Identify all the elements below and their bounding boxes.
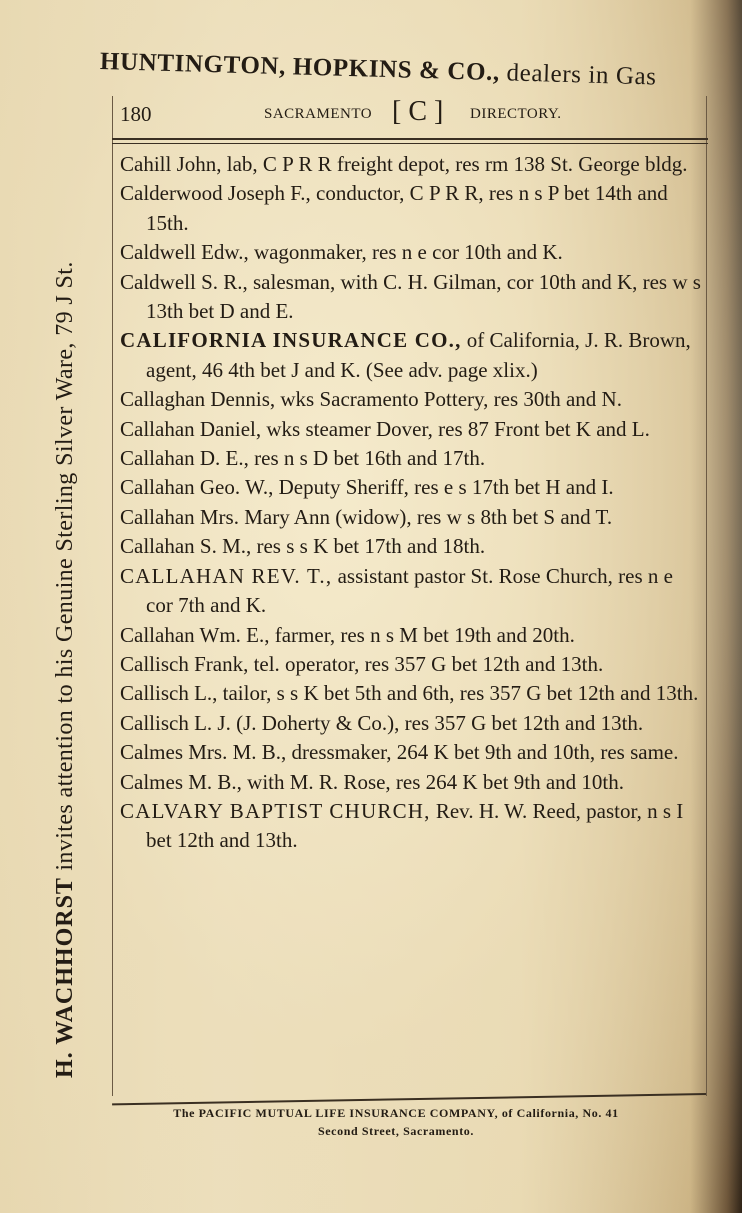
footer-line-1: The PACIFIC MUTUAL LIFE INSURANCE COMPANY, of California, No. 41 (173, 1106, 619, 1120)
entry-text: of California, J. R. Brown, agent, 46 4th bet J and K. (See adv. page xlix.) (146, 328, 691, 382)
entry-text: Callahan Wm. E., farmer, res n s M bet 19th and 20th. (120, 622, 575, 647)
entry-text: Callahan Mrs. Mary Ann (widow), res w s 8th bet S and T. (120, 504, 613, 529)
directory-entry (120, 503, 702, 532)
side-banner-tail: invites attention to his Genuine Sterling Silver Ware, 79 J St. (52, 261, 78, 871)
directory-entries (120, 150, 702, 856)
right-border-rule (706, 96, 707, 1096)
entry-text: Callahan Daniel, wks steamer Dover, res 87 Front bet K and L. (120, 416, 650, 441)
directory-entry (120, 709, 702, 738)
entry-text: Calmes Mrs. M. B., dressmaker, 264 K bet 9th and 10th, res same. (120, 740, 679, 765)
entry-text: Callisch Frank, tel. operator, res 357 G bet 12th and 13th. (120, 651, 604, 676)
entry-text: Callisch L. J. (J. Doherty & Co.), res 357 G bet 12th and 13th. (120, 710, 644, 735)
top-banner-lead: HUNTINGTON, HOPKINS & CO., (99, 48, 501, 87)
entry-name: CALLAHAN REV. T., (120, 563, 333, 588)
side-advertisement-banner (52, 98, 79, 1078)
left-border-rule (112, 96, 113, 1096)
top-banner-tail: dealers in Gas (506, 59, 657, 91)
footer-line-2: Second Street, Sacramento. (317, 1124, 475, 1138)
top-advertisement-banner (100, 48, 741, 94)
entry-text: assistant pastor St. Rose Church, res n e cor 7th and K. (146, 563, 673, 618)
entry-text: Cahill John, lab, C P R R freight depot, res rm 138 St. George bldg. (120, 152, 688, 176)
footer-advertisement (96, 1104, 696, 1140)
entry-name: CALIFORNIA INSURANCE CO., (120, 328, 462, 353)
directory-entry (120, 738, 702, 767)
directory-entry (120, 179, 702, 238)
directory-entry (120, 326, 702, 385)
directory-entry (120, 385, 702, 414)
directory-entry (120, 415, 702, 444)
directory-entry (120, 650, 702, 679)
directory-entry (120, 797, 702, 856)
page-header (112, 96, 708, 136)
header-rule-thin (112, 143, 708, 144)
directory-entry (120, 473, 702, 502)
directory-entry (120, 768, 702, 797)
entry-text: Callahan Geo. W., Deputy Sheriff, res e s 17th bet H and I. (120, 475, 614, 500)
entry-text: Callahan S. M., res s s K bet 17th and 18th. (120, 534, 486, 559)
entry-name: CALVARY BAPTIST CHURCH, (120, 798, 431, 823)
directory-entry (120, 621, 702, 650)
entry-text: Caldwell S. R., salesman, with C. H. Gilman, cor 10th and K, res w s 13th bet D and E. (120, 269, 701, 324)
entry-text: Callisch L., tailor, s s K bet 5th and 6th, res 357 G bet 12th and 13th. (120, 681, 699, 706)
directory-entry (120, 562, 702, 621)
page-number: 180 (120, 102, 152, 126)
entry-text: Calderwood Joseph F., conductor, C P R R, res n s P bet 14th and 15th. (120, 181, 668, 235)
directory-entry (120, 532, 702, 561)
directory-entry (120, 238, 702, 267)
side-banner-lead: H. WACHHORST (52, 877, 78, 1078)
header-directory: DIRECTORY. (470, 106, 562, 122)
header-rule (112, 138, 708, 140)
header-letter: [ C ] (392, 96, 444, 127)
entry-text: Callaghan Dennis, wks Sacramento Pottery, res 30th and N. (120, 387, 622, 412)
directory-entry (120, 444, 702, 473)
header-city: SACRAMENTO (264, 106, 373, 122)
entry-text: Calmes M. B., with M. R. Rose, res 264 K bet 9th and 10th. (120, 769, 624, 794)
directory-entry (120, 268, 702, 327)
directory-entry (120, 150, 702, 179)
directory-entry (120, 679, 702, 708)
entry-text: Rev. H. W. Reed, pastor, n s I bet 12th and 13th. (146, 798, 684, 853)
entry-text: Callahan D. E., res n s D bet 16th and 17th. (120, 446, 486, 471)
entry-text: Caldwell Edw., wagonmaker, res n e cor 10th and K. (120, 240, 563, 265)
